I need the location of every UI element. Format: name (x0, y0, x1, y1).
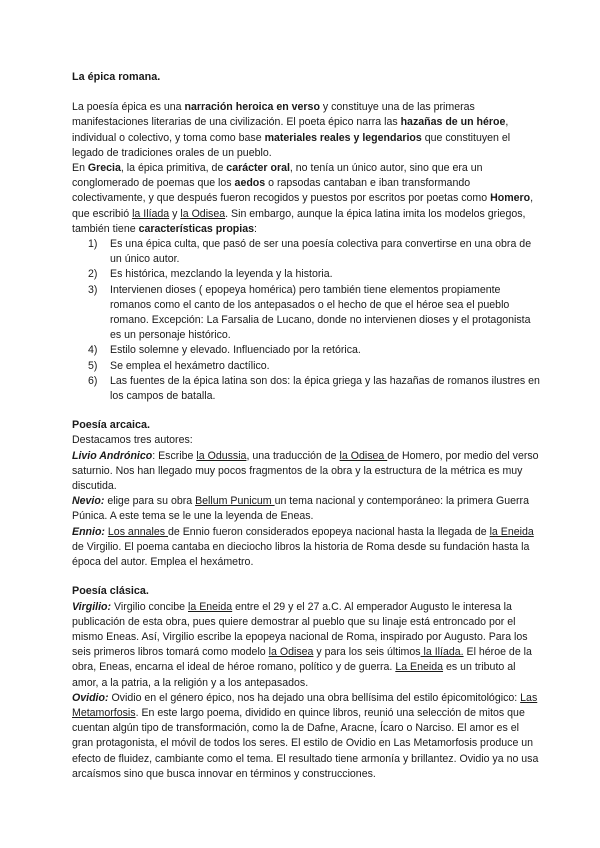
text-run: y para los seis últimos (313, 646, 421, 659)
title-reference: La Eneida (395, 661, 444, 674)
text-run: Virgilio concibe (111, 600, 188, 613)
list-number: 6) (88, 374, 98, 387)
title-reference: Los annales (107, 525, 168, 538)
bold-run: Homero (490, 192, 531, 205)
list-item (72, 267, 542, 282)
author-name: Nevio: (72, 495, 105, 508)
text-run: elige para su obra (104, 495, 196, 508)
bold-run: hazañas de un héroe (400, 116, 506, 129)
bold-run: materiales reales y legendarios (264, 131, 422, 144)
text-run: es un tributo al amor, a la patria, a la religión y a los antepasados. (72, 661, 516, 689)
list-number: 1) (88, 238, 98, 251)
text-run: , no tenía un único autor, sino que era un conglomerado de poemas que los (72, 162, 483, 190)
text-run: Ovidio en el género épico, nos ha dejado una obra bellísima del estilo épicomitológico: (108, 691, 521, 704)
text-run: El héroe de la obra, Eneas, encarna el ideal de héroe romano, político y de guerra. (72, 646, 532, 674)
list-item (72, 343, 542, 358)
document-page (72, 70, 542, 782)
text-run: y constituye una de las primeras manifestaciones literarias de una civilización. El poeta épico narra las (72, 101, 475, 129)
author-name: Ovidio: (72, 691, 109, 704)
list-text: Intervienen dioses ( epopeya homérica) pero también tiene elementos propiamente romanos como el canto de los antepasados o el hecho de que el héroe sea el pueblo romano. Excepción: La Farsalia de Lucano, donde no intervienen dioses y el protagonista es un personaje histórico. (110, 283, 531, 342)
text-run: , una traducción de (246, 449, 340, 462)
title-reference: Bellum Punicum (195, 495, 275, 508)
title-reference: la Ilíada (132, 207, 170, 220)
bold-run: Grecia (87, 162, 121, 175)
arcaica-heading: Poesía arcaica. (72, 419, 151, 432)
text-run: que constituyen el legado de tradiciones orales de un pueblo. (72, 131, 511, 159)
text-run: un tema nacional y contemporáneo: la primera Guerra Púnica. A este tema se le une la leyenda de Eneas. (72, 495, 529, 523)
list-item (72, 237, 542, 267)
text-run: En (72, 162, 88, 175)
text-run: entre el 29 y el 27 a.C. Al emperador Augusto le interesa la publicación de esta obra, pues quiere demostrar al pueblo que su linaje está entroncado por el mismo Eneas. Así, Virgilio escribe la epopeya nacional de Roma, inspirado por Augusto. Para los seis primeros libros tomará como modelo (72, 600, 528, 659)
list-text: Las fuentes de la épica latina son dos: la épica griega y las hazañas de romanos ilustres en los campos de batalla. (110, 374, 540, 403)
livio-paragraph (72, 449, 542, 495)
bold-run: aedos (234, 177, 266, 190)
grecia-paragraph (72, 161, 542, 237)
clasica-heading: Poesía clásica. (72, 585, 149, 598)
text-run: de Ennio fueron considerados epopeya nacional hasta la llegada de (167, 525, 490, 538)
virgilio-paragraph (72, 600, 542, 691)
intro-paragraph (72, 100, 542, 161)
document-title: La épica romana. (72, 71, 161, 83)
list-item (72, 359, 542, 374)
list-number: 2) (88, 268, 98, 281)
list-item (72, 374, 542, 404)
list-number: 3) (88, 283, 98, 296)
arcaica-lead: Destacamos tres autores: (72, 434, 193, 447)
list-text: Es una épica culta, que pasó de ser una poesía colectiva para convertirse en una obra de un único autor. (110, 238, 532, 266)
title-reference: Las Metamorfosis (72, 691, 538, 719)
title-reference: la Odisea (268, 646, 314, 659)
title-reference: la Ilíada. (420, 646, 464, 659)
title-reference: la Eneida (188, 600, 233, 613)
title-reference: la Odussia (196, 449, 247, 462)
bold-run: características propias (138, 222, 254, 235)
list-text: Es histórica, mezclando la leyenda y la historia. (110, 268, 333, 281)
text-run: o rapsodas cantaban e iban transformando colectivamente, y que después fueron recogidos y puestos por escritos por poetas como (72, 177, 491, 205)
text-run: : (253, 222, 257, 235)
features-list (72, 237, 542, 404)
author-name: Virgilio: (72, 600, 112, 613)
title-reference: la Odisea (180, 207, 226, 220)
text-run: , la épica primitiva, de (120, 162, 227, 175)
title-reference: la Odisea (339, 449, 388, 462)
author-name: Ennio: (72, 525, 105, 538)
list-text: Estilo solemne y elevado. Influenciado por la retórica. (110, 344, 361, 357)
text-run: : Escribe (152, 449, 197, 462)
text-run: , que escribió (72, 192, 534, 220)
list-number: 4) (88, 344, 98, 357)
text-run: La poesía épica es una (72, 101, 185, 114)
text-run: de Homero, por medio del verso saturnio. Nos han llegado muy pocos fragmentos de la obra y la estructura de la métrica es muy discutida. (72, 449, 539, 493)
author-name: Livio Andrónico (72, 449, 153, 462)
list-item (72, 283, 542, 344)
bold-run: carácter oral (226, 162, 290, 175)
text-run: y (169, 207, 181, 220)
ennio-paragraph (72, 525, 542, 571)
text-run: . En este largo poema, dividido en quince libros, reunió una selección de mitos que cuentan algún tipo de transformación, como la de Dafne, Aracne, Ícaro o Narciso. El amor es el gran protagonista, el móvil de todos los seres. El estilo de Ovidio en Las Metamorfosis produce un efecto de fluidez, cambiante como el tema. El resultado tiene armonía y brillantez. Ovidio ya no usa arcaísmos sino que busca innovar en términos y construcciones. (72, 706, 539, 780)
bold-run: narración heroica en verso (184, 101, 320, 114)
title-reference: la Eneida (489, 525, 534, 538)
nevio-paragraph (72, 494, 542, 524)
text-run: . Sin embargo, aunque la épica latina imita los modelos griegos, también tiene (72, 207, 526, 235)
ovidio-paragraph (72, 691, 542, 782)
list-text: Se emplea el hexámetro dactílico. (110, 359, 270, 372)
text-run: , individual o colectivo, y toma como base (72, 116, 509, 144)
list-number: 5) (88, 359, 98, 372)
text-run: de Virgilio. El poema cantaba en dieciocho libros la historia de Roma desde su fundación hasta la época del autor. Emplea el hexámetro. (72, 540, 530, 569)
